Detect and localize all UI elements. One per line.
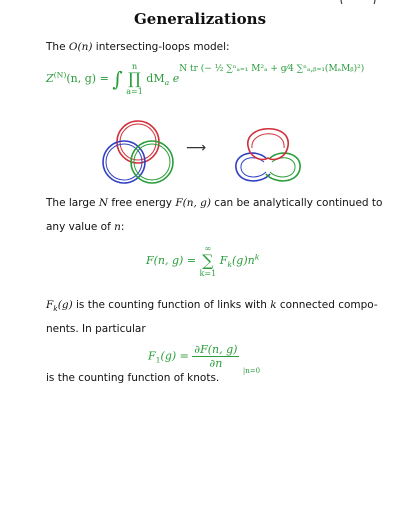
sum-sign: ∑ bbox=[202, 251, 214, 270]
free-energy-series-equation bbox=[146, 244, 259, 278]
knot-counting-equation bbox=[148, 343, 261, 375]
para3-g: (g) bbox=[57, 299, 73, 311]
eq3-lhs-rest: (g) = bbox=[160, 349, 193, 363]
para3-b: connected compo- bbox=[276, 299, 378, 311]
exponent: N tr (− ½ ∑ⁿₐ₌₁ M²ₐ + g⁄4 ∑ⁿₐ,ᵦ₌₁(MₐMᵦ)²) bbox=[179, 64, 365, 75]
intro-rest: intersecting-loops model: bbox=[92, 41, 230, 53]
para2-a: any value of bbox=[46, 221, 115, 233]
intro-math: O(n) bbox=[68, 41, 93, 53]
para3-a: is the counting function of links with bbox=[72, 299, 271, 311]
eq2-term: F bbox=[219, 254, 228, 267]
para2 bbox=[46, 220, 124, 234]
prod-sign: ∏ bbox=[128, 69, 141, 88]
prod-bottom: a=1 bbox=[126, 87, 143, 96]
para1-b: free energy bbox=[108, 197, 176, 209]
page-title: Generalizations bbox=[133, 10, 267, 28]
para3-F: F bbox=[46, 299, 54, 311]
eq3-lhs-sub: 1 bbox=[155, 355, 161, 365]
sum-top: ∞ bbox=[204, 244, 212, 253]
eq2-term-sub: k bbox=[227, 260, 232, 270]
para5: is the counting function of knots. bbox=[46, 372, 220, 384]
para3-sub: k bbox=[53, 304, 58, 314]
integral-sign: ∫ bbox=[112, 67, 123, 91]
para1-F: F(n, g) bbox=[175, 197, 211, 209]
eq1-lhs-sup: (N) bbox=[53, 70, 67, 80]
eq3-eval: |n=0 bbox=[242, 366, 261, 375]
right-arrow-icon: ⟶ bbox=[186, 140, 207, 156]
para4: nents. In particular bbox=[46, 323, 146, 335]
sum-bottom: k=1 bbox=[199, 269, 217, 278]
intro-text: The bbox=[46, 41, 69, 53]
measure-sub: a bbox=[164, 78, 170, 88]
prod-top: n bbox=[131, 62, 138, 71]
sum-operator bbox=[200, 244, 217, 278]
eq2-term-rest: (g)n bbox=[232, 254, 255, 267]
para2-b: : bbox=[120, 221, 125, 233]
borromean-rings-diagram-icon bbox=[96, 118, 180, 186]
measure: dM bbox=[146, 72, 165, 85]
exp-base: e bbox=[172, 72, 180, 85]
para1-a: The large bbox=[46, 197, 99, 209]
para1 bbox=[46, 196, 382, 210]
para3-k: k bbox=[270, 299, 277, 311]
product-operator bbox=[126, 62, 143, 96]
partition-function-equation bbox=[46, 62, 364, 96]
eq1-args: (n, g) = bbox=[66, 72, 113, 85]
eq3-lhs: F bbox=[148, 349, 156, 363]
para1-N: N bbox=[98, 197, 109, 209]
reduced-link-diagram-icon bbox=[226, 118, 310, 186]
eq3-den: ∂n bbox=[209, 357, 223, 370]
page-number-fragment-icon bbox=[340, 0, 376, 4]
eq2-term-sup: k bbox=[254, 252, 260, 262]
partial-derivative-fraction bbox=[192, 343, 239, 370]
para3 bbox=[46, 298, 378, 316]
eq1-lhs: Z bbox=[46, 72, 54, 85]
intro-line bbox=[46, 40, 230, 54]
eq2-lhs: F(n, g) = bbox=[146, 254, 200, 267]
eq3-num: ∂F(n, g) bbox=[194, 343, 238, 356]
para2-n: n bbox=[114, 221, 121, 233]
para1-c: can be analytically continued to bbox=[210, 197, 383, 209]
